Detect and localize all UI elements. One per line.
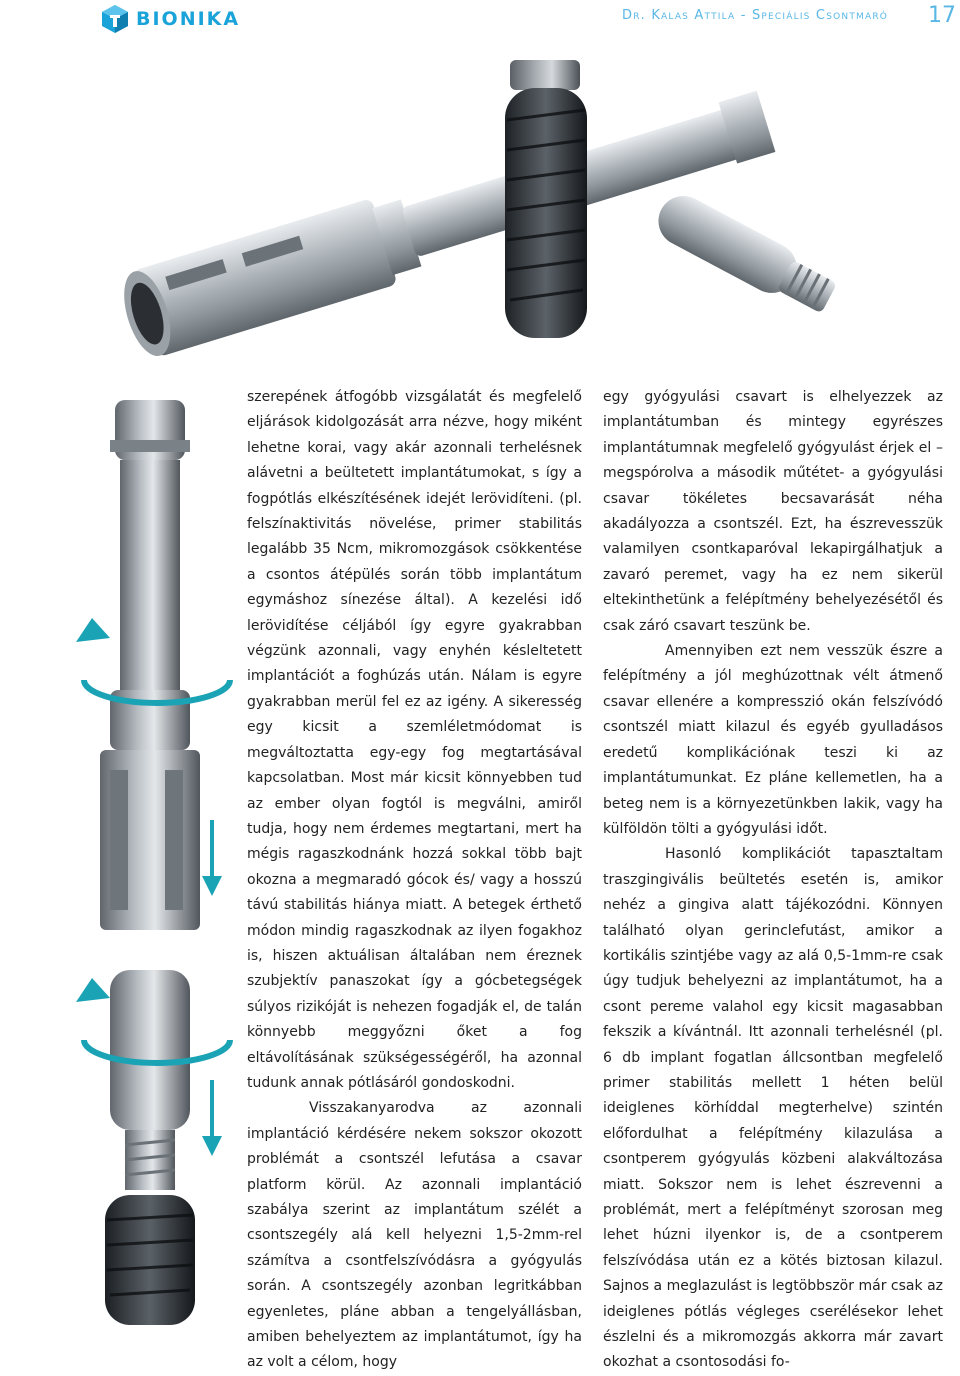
cube-logo-icon bbox=[100, 4, 130, 34]
right-text-column bbox=[603, 385, 943, 1371]
logo-text: BIONIKA bbox=[136, 8, 241, 30]
paragraph: Hasonló komplikációt tapasztaltam traszgingivális beültetés esetén is, amikor nehéz a gingiva alatt tájékozódni. Könnyen található olyan gerinclefutást, amikor a kortikális szintjébe vagy az alá 0,5-1mm-re csak úgy tudjuk behelyezni az implantátumot, ha a csont pereme valahol egy kicsit magasabban fekszik a kívántnál. Itt azonnali terhelésnél (pl. 6 db implant fogatlan állcsontban megfelelő primer stabilitás mellett 1 héten belül ideiglenes körhíddal megterhelve) szintén előfordulhat a felépítmény kilazulása a csontperem gyógyulás közbeni alakváltozása miatt. Sokszor nem is lehet észrevenni a problémát, mert a felépítményt szorosan meg lehet húzni ilyenkor is, de a csontperem felszívódása után ez a kötés biztosan kilazul. Sajnos a meglazulást is legtöbbször már csak az ideiglenes pótlás végleges cserélésekor lehet észlelni és a mikromozgás akkorra már zavart okozhat a csontosodási fo- bbox=[603, 846, 943, 1371]
down-arrow-icon bbox=[202, 820, 222, 896]
implant-shape bbox=[505, 60, 587, 338]
arrow-head-icon bbox=[76, 618, 110, 642]
running-title: Dr. Kalas Attila - Speciális Csontmaró bbox=[622, 8, 889, 23]
paragraph: Amennyiben ezt nem vesszük észre a felépítmény a jól meghúzottnak vélt átmenő csavar ellenére a kompresszió okán felszívódó csontszél miatt kilazul és egyéb gyulladásos eredetű komplikációnak teszi ki az implantátumunkat. Ez pláne kellemetlen, ha a beteg nem is a környezetünkben lakik, vagy ha külföldön tölti a gyógyulási időt. bbox=[603, 643, 943, 837]
arrow-head-icon bbox=[76, 978, 110, 1002]
driver-shape bbox=[650, 187, 841, 320]
side-illustration bbox=[70, 380, 245, 1330]
paragraph: szerepének átfogóbb vizsgálatát és megfelelő eljárások kidolgozását arra nézve, hogy miként lehetne korai, vagy akár azonnali terhelésnek alávetni a beültetett implantátumokat, s így a fogpótlás elkészítésének idejét lerövidíteni. (pl. felszínaktivitás növelése, primer stabilitás legalább 35 Ncm, mikromozgások csökkentése a csontos átépülés során több implantátum egymáshoz sínezése által). A kezelési idő lerövidítése céljából így egyre gyakrabban végzünk azonnali, vagy enyhén késleltetett implantációt a foghúzás után. Nálam is egyre gyakrabban merül fel ez az igény. A sikeresség egy kicsit a szemléletmódomat is megváltoztatta egy-egy fog megtartásával kapcsolatban. Most már kicsit könnyebben tud az ember olyan fogtól is megválni, amiről tudja, hogy nem érdemes megtartani, mert ha mégis ragaszkodnánk hozzá sokkal több bajt okozna a megmaradó gócok és/ vagy a hosszú távú stabilitás hiánya miatt. A betegek érthető módon mindig ragaszkodnak az ilyen fogakhoz is, hiszen aktuálisan általában nem éreznek szubjektív panaszokat így a gócbetegségek súlyos rizikóját is nehezen fogadják el, de talán könnyebb meggyőzni őket a fog eltávolításának szükségességéről, ha azonnal tudunk annak pótlásáról gondoskodni. bbox=[247, 389, 582, 1091]
paragraph: egy gyógyulási csavart is elhelyezzek az implantátumban és mintegy egyrészes implantátumnak megfelelő gyógyulást érjek el –megspórolva a második műtétet- a gyógyulási csavar tökéletes becsavarását néha akadályozza a csontszél. Ezt, ha észrevesszük valamilyen csontkaparóval lekapirgálhatjuk a zavaró peremet, vagy ha ez nem sikerül eltekinthetünk a felépítmény behelyezésétől és csak záró csavart teszünk be. bbox=[603, 389, 943, 634]
bionika-logo bbox=[100, 4, 240, 34]
page-number: 17 bbox=[928, 3, 956, 28]
page-header bbox=[0, 0, 960, 40]
down-arrow-icon bbox=[202, 1080, 222, 1156]
left-text-column bbox=[247, 385, 582, 1371]
hero-illustration bbox=[105, 40, 905, 380]
paragraph: Visszakanyarodva az azonnali implantáció kérdésére nekem sokszor okozott problémát a csontszél lefutása a csavar platform körül. Az azonnali implantáció szabálya szerint az implantátum szélét a csontszegély alá kell helyezni 1,5-2mm-rel számítva a csontfelszívódásra a gyógyulás során. A csontszegély azonban legritkábban egyenletes, pláne abban a tengelyállásban, amiben behelyeztem az implantátumot, így ha az volt a célom, hogy bbox=[247, 1100, 582, 1371]
